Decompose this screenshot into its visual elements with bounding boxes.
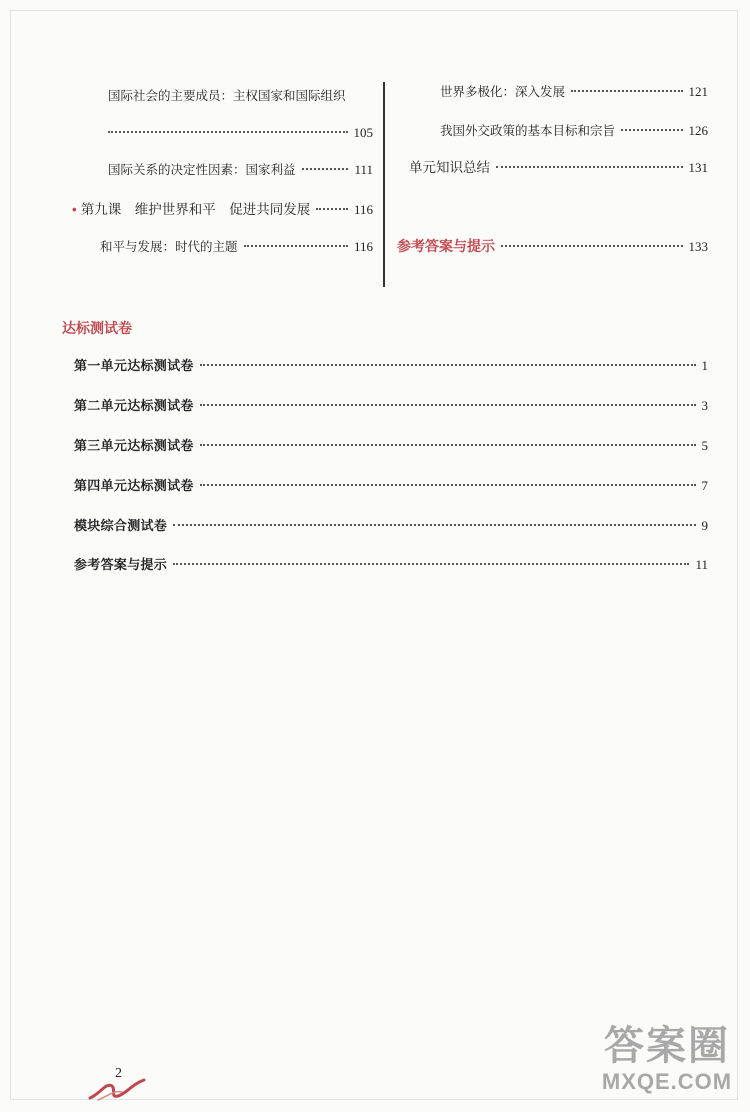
dot-leader xyxy=(496,166,683,168)
test-title: 第三单元达标测试卷 xyxy=(74,438,194,453)
toc-page-number: 126 xyxy=(688,123,708,138)
toc-entry-title: 单元知识总结 xyxy=(409,160,490,175)
dot-leader xyxy=(244,245,348,247)
dot-leader xyxy=(316,208,348,210)
toc-entry-title: 和平与发展：时代的主题 xyxy=(100,239,238,254)
toc-entry-title: 国际关系的决定性因素：国家利益 xyxy=(108,162,296,177)
watermark-url: MXQE.COM xyxy=(601,1069,733,1094)
test-entry-unit-2[interactable] xyxy=(74,397,708,415)
watermark-text: 答案圈 xyxy=(604,1023,730,1069)
test-page-number: 5 xyxy=(701,438,708,453)
dot-leader xyxy=(200,404,696,406)
toc-entry-title: 第九课 维护世界和平 促进共同发展 xyxy=(80,202,311,217)
toc-entry-title: 我国外交政策的基本目标和宗旨 xyxy=(440,123,616,138)
swoosh-decoration-icon xyxy=(88,1076,148,1102)
dot-leader xyxy=(571,90,682,92)
test-page-number: 11 xyxy=(695,557,708,572)
toc-page-number: 111 xyxy=(354,162,373,177)
test-entry-unit-3[interactable] xyxy=(74,437,708,455)
test-title: 参考答案与提示 xyxy=(74,557,168,572)
test-title: 第一单元达标测试卷 xyxy=(74,358,194,373)
dot-leader xyxy=(200,364,696,366)
dot-leader xyxy=(108,131,348,133)
test-title: 模块综合测试卷 xyxy=(74,518,168,533)
test-title: 第二单元达标测试卷 xyxy=(74,398,194,413)
toc-page-number: 116 xyxy=(353,202,373,217)
dot-leader xyxy=(501,245,683,247)
dot-leader xyxy=(621,129,682,131)
test-entry-module[interactable] xyxy=(74,517,708,535)
toc-page-number: 131 xyxy=(688,160,708,175)
toc-entry-peace-development[interactable] xyxy=(100,238,373,256)
toc-page-number: 116 xyxy=(353,239,373,254)
dot-leader xyxy=(302,168,349,170)
toc-entry-foreign-policy[interactable] xyxy=(440,122,708,140)
toc-entry-answers[interactable] xyxy=(397,237,708,256)
toc-page-number: 105 xyxy=(353,125,373,140)
section-title: 达标测试卷 xyxy=(62,320,132,336)
watermark-logo xyxy=(592,1022,742,1106)
bullet-icon: • xyxy=(72,202,77,217)
test-title: 第四单元达标测试卷 xyxy=(74,478,194,493)
column-divider xyxy=(383,82,385,287)
toc-entry-multipolarity[interactable] xyxy=(440,83,708,101)
toc-entry-sovereign-states[interactable] xyxy=(108,87,373,105)
test-entry-unit-4[interactable] xyxy=(74,477,708,495)
test-page-number: 3 xyxy=(701,398,708,413)
test-page-number: 1 xyxy=(701,358,708,373)
dot-leader xyxy=(173,563,689,565)
toc-entry-title: 参考答案与提示 xyxy=(397,238,495,254)
toc-entry-title: 世界多极化：深入发展 xyxy=(440,84,566,99)
dot-leader xyxy=(173,524,695,526)
test-page-number: 7 xyxy=(701,478,708,493)
dot-leader xyxy=(200,484,696,486)
toc-page-number: 133 xyxy=(688,239,708,254)
toc-entry-lesson-9[interactable] xyxy=(72,201,373,219)
toc-entry-sovereign-states-page[interactable] xyxy=(108,124,373,142)
toc-entry-title: 国际社会的主要成员：主权国家和国际组织 xyxy=(108,88,346,103)
test-page-number: 9 xyxy=(701,518,708,533)
toc-entry-unit-summary[interactable] xyxy=(409,159,708,177)
toc-page-number: 121 xyxy=(688,84,708,99)
page-number: 2 xyxy=(115,1066,122,1081)
dot-leader xyxy=(200,444,696,446)
test-entry-answers[interactable] xyxy=(74,556,708,574)
toc-entry-national-interest[interactable] xyxy=(108,161,373,179)
test-entry-unit-1[interactable] xyxy=(74,357,708,375)
